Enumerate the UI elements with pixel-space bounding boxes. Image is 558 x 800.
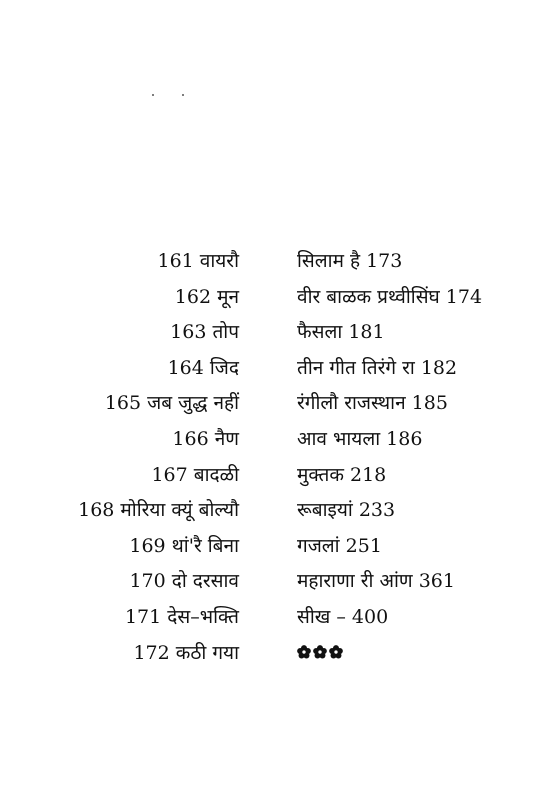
- toc-entry-left: 167 बादळी: [151, 463, 239, 486]
- toc-row: [0, 422, 558, 458]
- toc-entry-left: 161 वायरौ: [157, 250, 239, 272]
- toc-row: [0, 458, 558, 494]
- toc-row: [0, 351, 558, 387]
- flower-ornament-icon: [313, 645, 327, 659]
- toc-row: [0, 636, 558, 672]
- toc-row: [0, 315, 558, 351]
- toc-row: [0, 600, 558, 636]
- toc-entry-left: 163 तोप: [170, 321, 239, 344]
- toc-entry-right: रंगीलौ राजस्थान 185: [297, 392, 448, 415]
- dot: [152, 94, 154, 96]
- table-of-contents: [0, 244, 558, 671]
- toc-row: [0, 386, 558, 422]
- toc-row: [0, 564, 558, 600]
- toc-row: [0, 493, 558, 529]
- toc-entry-right: सीख – 400: [297, 605, 389, 628]
- toc-entry-right: गजलां 251: [297, 534, 382, 557]
- toc-entry-right: आव भायला 186: [297, 427, 423, 450]
- decorative-dots: [148, 94, 188, 100]
- toc-entry-left: 171 देस–भक्ति: [124, 605, 239, 628]
- toc-entry-right: रूबाइयां 233: [297, 499, 396, 522]
- toc-row: [0, 280, 558, 316]
- toc-row: [0, 244, 558, 280]
- toc-entry-right: महाराणा री आंण 361: [297, 570, 455, 593]
- flower-ornament-icon: [329, 645, 343, 659]
- toc-entry-left: 170 दो दरसाव: [129, 570, 239, 593]
- toc-entry-left: 164 जिद: [167, 356, 239, 379]
- flower-ornament-group: [297, 645, 343, 659]
- toc-entry-left: 172 कठी गया: [133, 641, 239, 664]
- flower-ornament-icon: [297, 645, 311, 659]
- dot: [182, 94, 184, 96]
- toc-entry-left: 168 मोरिया क्यूं बोल्यौ: [78, 499, 239, 522]
- toc-entry-left: 169 थां'रै बिना: [129, 534, 239, 557]
- toc-entry-left: 165 जब जुद्ध नहीं: [104, 392, 239, 415]
- toc-entry-left: 166 नैण: [172, 427, 239, 450]
- toc-entry-right: तीन गीत तिरंगे रा 182: [297, 356, 458, 379]
- toc-entry-right: मुक्तक 218: [297, 463, 387, 486]
- toc-entry-right: फैसला 181: [297, 321, 385, 344]
- toc-ornament: [297, 636, 343, 672]
- toc-entry-left: 162 मून: [174, 285, 239, 308]
- toc-entry-right: सिलाम है 173: [297, 250, 403, 272]
- toc-row: [0, 529, 558, 565]
- toc-entry-right: वीर बाळक प्रथ्वीसिंघ 174: [297, 285, 483, 308]
